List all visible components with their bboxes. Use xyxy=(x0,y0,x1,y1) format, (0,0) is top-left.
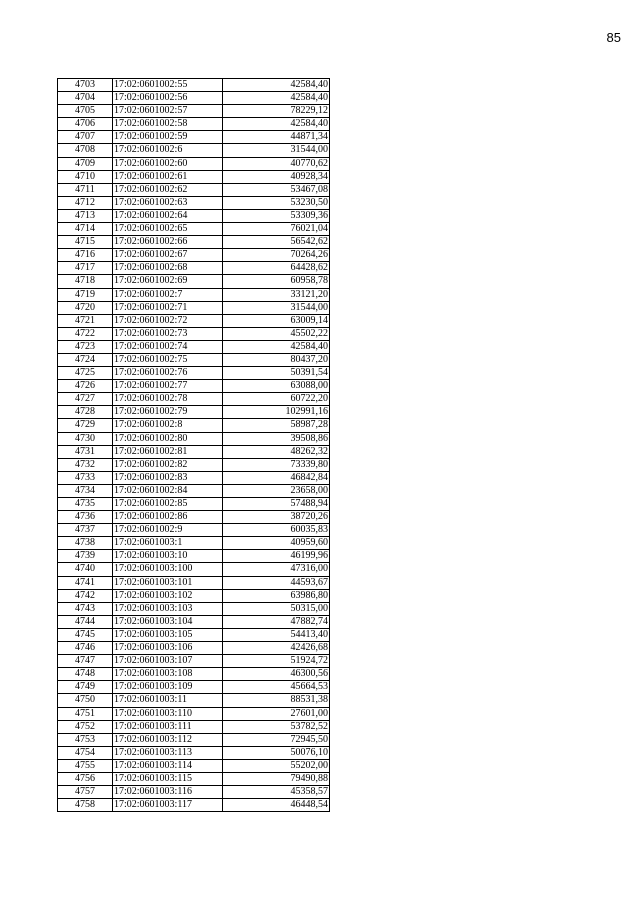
table-row xyxy=(58,759,330,772)
cadastral-number-cell: 17:02:0601003:110 xyxy=(113,707,223,720)
cadastral-number-cell: 17:02:0601002:57 xyxy=(113,105,223,118)
value-cell: 88531,38 xyxy=(223,694,330,707)
value-cell: 44871,34 xyxy=(223,131,330,144)
cadastral-number-cell: 17:02:0601002:69 xyxy=(113,275,223,288)
row-number-cell: 4738 xyxy=(58,537,113,550)
value-cell: 38720,26 xyxy=(223,511,330,524)
cadastral-number-cell: 17:02:0601002:74 xyxy=(113,340,223,353)
cadastral-number-cell: 17:02:0601002:8 xyxy=(113,419,223,432)
table-row xyxy=(58,642,330,655)
row-number-cell: 4735 xyxy=(58,498,113,511)
row-number-cell: 4753 xyxy=(58,733,113,746)
table-row xyxy=(58,576,330,589)
cadastral-number-cell: 17:02:0601003:113 xyxy=(113,746,223,759)
value-cell: 50391,54 xyxy=(223,367,330,380)
value-cell: 39508,86 xyxy=(223,432,330,445)
value-cell: 48262,32 xyxy=(223,445,330,458)
row-number-cell: 4730 xyxy=(58,432,113,445)
value-cell: 56542,62 xyxy=(223,236,330,249)
cadastral-number-cell: 17:02:0601003:107 xyxy=(113,655,223,668)
row-number-cell: 4706 xyxy=(58,118,113,131)
table-row xyxy=(58,131,330,144)
value-cell: 60035,83 xyxy=(223,524,330,537)
cadastral-number-cell: 17:02:0601002:9 xyxy=(113,524,223,537)
row-number-cell: 4754 xyxy=(58,746,113,759)
row-number-cell: 4744 xyxy=(58,615,113,628)
cadastral-number-cell: 17:02:0601002:68 xyxy=(113,262,223,275)
cadastral-number-cell: 17:02:0601002:78 xyxy=(113,393,223,406)
cadastral-number-cell: 17:02:0601002:80 xyxy=(113,432,223,445)
value-cell: 53782,52 xyxy=(223,720,330,733)
table-row xyxy=(58,223,330,236)
table-row xyxy=(58,772,330,785)
table-row xyxy=(58,746,330,759)
row-number-cell: 4740 xyxy=(58,563,113,576)
row-number-cell: 4719 xyxy=(58,288,113,301)
row-number-cell: 4725 xyxy=(58,367,113,380)
cadastral-number-cell: 17:02:0601003:104 xyxy=(113,615,223,628)
table-row xyxy=(58,681,330,694)
value-cell: 47316,00 xyxy=(223,563,330,576)
value-cell: 42584,40 xyxy=(223,79,330,92)
value-cell: 42584,40 xyxy=(223,118,330,131)
cadastral-number-cell: 17:02:0601002:58 xyxy=(113,118,223,131)
row-number-cell: 4714 xyxy=(58,223,113,236)
cadastral-number-cell: 17:02:0601002:75 xyxy=(113,353,223,366)
value-cell: 78229,12 xyxy=(223,105,330,118)
value-cell: 33121,20 xyxy=(223,288,330,301)
row-number-cell: 4743 xyxy=(58,602,113,615)
table-row xyxy=(58,236,330,249)
cadastral-number-cell: 17:02:0601002:65 xyxy=(113,223,223,236)
row-number-cell: 4718 xyxy=(58,275,113,288)
row-number-cell: 4736 xyxy=(58,511,113,524)
row-number-cell: 4751 xyxy=(58,707,113,720)
cadastral-number-cell: 17:02:0601002:76 xyxy=(113,367,223,380)
table-row xyxy=(58,170,330,183)
cadastral-number-cell: 17:02:0601003:111 xyxy=(113,720,223,733)
cadastral-number-cell: 17:02:0601002:66 xyxy=(113,236,223,249)
row-number-cell: 4721 xyxy=(58,314,113,327)
value-cell: 60722,20 xyxy=(223,393,330,406)
cadastral-number-cell: 17:02:0601002:55 xyxy=(113,79,223,92)
table-row xyxy=(58,262,330,275)
value-cell: 40770,62 xyxy=(223,157,330,170)
table-row xyxy=(58,340,330,353)
table-row xyxy=(58,380,330,393)
row-number-cell: 4708 xyxy=(58,144,113,157)
value-cell: 63986,80 xyxy=(223,589,330,602)
table-row xyxy=(58,288,330,301)
table-row xyxy=(58,537,330,550)
row-number-cell: 4741 xyxy=(58,576,113,589)
value-cell: 40959,60 xyxy=(223,537,330,550)
row-number-cell: 4729 xyxy=(58,419,113,432)
cadastral-number-cell: 17:02:0601002:7 xyxy=(113,288,223,301)
cadastral-number-cell: 17:02:0601003:10 xyxy=(113,550,223,563)
value-cell: 80437,20 xyxy=(223,353,330,366)
value-cell: 63088,00 xyxy=(223,380,330,393)
row-number-cell: 4713 xyxy=(58,209,113,222)
table-row xyxy=(58,628,330,641)
cadastral-number-cell: 17:02:0601003:106 xyxy=(113,642,223,655)
table-row xyxy=(58,157,330,170)
value-cell: 60958,78 xyxy=(223,275,330,288)
cadastral-number-cell: 17:02:0601002:6 xyxy=(113,144,223,157)
row-number-cell: 4710 xyxy=(58,170,113,183)
value-cell: 42584,40 xyxy=(223,92,330,105)
value-cell: 47882,74 xyxy=(223,615,330,628)
value-cell: 46842,84 xyxy=(223,471,330,484)
value-cell: 27601,00 xyxy=(223,707,330,720)
value-cell: 46199,96 xyxy=(223,550,330,563)
value-cell: 58987,28 xyxy=(223,419,330,432)
row-number-cell: 4734 xyxy=(58,484,113,497)
cadastral-number-cell: 17:02:0601003:109 xyxy=(113,681,223,694)
row-number-cell: 4731 xyxy=(58,445,113,458)
row-number-cell: 4733 xyxy=(58,471,113,484)
table-row xyxy=(58,432,330,445)
value-cell: 46448,54 xyxy=(223,799,330,812)
table-row xyxy=(58,786,330,799)
row-number-cell: 4749 xyxy=(58,681,113,694)
cadastral-number-cell: 17:02:0601003:101 xyxy=(113,576,223,589)
value-cell: 46300,56 xyxy=(223,668,330,681)
value-cell: 73339,80 xyxy=(223,458,330,471)
table-row xyxy=(58,799,330,812)
value-cell: 23658,00 xyxy=(223,484,330,497)
cadastral-number-cell: 17:02:0601003:117 xyxy=(113,799,223,812)
value-cell: 50076,10 xyxy=(223,746,330,759)
value-cell: 55202,00 xyxy=(223,759,330,772)
row-number-cell: 4712 xyxy=(58,196,113,209)
row-number-cell: 4748 xyxy=(58,668,113,681)
row-number-cell: 4720 xyxy=(58,301,113,314)
table-row xyxy=(58,458,330,471)
table-row xyxy=(58,92,330,105)
cadastral-number-cell: 17:02:0601002:82 xyxy=(113,458,223,471)
cadastral-number-cell: 17:02:0601002:56 xyxy=(113,92,223,105)
table-row xyxy=(58,183,330,196)
value-cell: 31544,00 xyxy=(223,301,330,314)
table-row xyxy=(58,144,330,157)
row-number-cell: 4758 xyxy=(58,799,113,812)
row-number-cell: 4747 xyxy=(58,655,113,668)
cadastral-number-cell: 17:02:0601003:100 xyxy=(113,563,223,576)
row-number-cell: 4707 xyxy=(58,131,113,144)
table-row xyxy=(58,367,330,380)
value-cell: 76021,04 xyxy=(223,223,330,236)
table-row xyxy=(58,105,330,118)
value-cell: 64428,62 xyxy=(223,262,330,275)
table-row xyxy=(58,445,330,458)
row-number-cell: 4752 xyxy=(58,720,113,733)
value-cell: 102991,16 xyxy=(223,406,330,419)
cadastral-number-cell: 17:02:0601002:67 xyxy=(113,249,223,262)
value-cell: 63009,14 xyxy=(223,314,330,327)
table-body xyxy=(58,79,330,812)
value-cell: 45358,57 xyxy=(223,786,330,799)
cadastral-number-cell: 17:02:0601002:73 xyxy=(113,327,223,340)
cadastral-number-cell: 17:02:0601002:61 xyxy=(113,170,223,183)
row-number-cell: 4737 xyxy=(58,524,113,537)
row-number-cell: 4739 xyxy=(58,550,113,563)
value-cell: 42584,40 xyxy=(223,340,330,353)
table-row xyxy=(58,589,330,602)
row-number-cell: 4709 xyxy=(58,157,113,170)
cadastral-number-cell: 17:02:0601002:64 xyxy=(113,209,223,222)
value-cell: 50315,00 xyxy=(223,602,330,615)
table-row xyxy=(58,733,330,746)
value-cell: 40928,34 xyxy=(223,170,330,183)
cadastral-number-cell: 17:02:0601002:71 xyxy=(113,301,223,314)
table-row xyxy=(58,602,330,615)
value-cell: 53467,08 xyxy=(223,183,330,196)
table-row xyxy=(58,550,330,563)
cadastral-number-cell: 17:02:0601002:72 xyxy=(113,314,223,327)
table-row xyxy=(58,419,330,432)
row-number-cell: 4756 xyxy=(58,772,113,785)
table-row xyxy=(58,471,330,484)
page-number: 85 xyxy=(606,30,621,45)
row-number-cell: 4750 xyxy=(58,694,113,707)
table-row xyxy=(58,209,330,222)
value-cell: 57488,94 xyxy=(223,498,330,511)
table-row xyxy=(58,327,330,340)
row-number-cell: 4757 xyxy=(58,786,113,799)
table-row xyxy=(58,118,330,131)
row-number-cell: 4728 xyxy=(58,406,113,419)
value-cell: 51924,72 xyxy=(223,655,330,668)
cadastral-number-cell: 17:02:0601002:59 xyxy=(113,131,223,144)
cadastral-number-cell: 17:02:0601003:115 xyxy=(113,772,223,785)
value-cell: 72945,50 xyxy=(223,733,330,746)
cadastral-number-cell: 17:02:0601003:102 xyxy=(113,589,223,602)
table-row xyxy=(58,314,330,327)
table-row xyxy=(58,615,330,628)
row-number-cell: 4724 xyxy=(58,353,113,366)
table-row xyxy=(58,668,330,681)
cadastral-number-cell: 17:02:0601003:103 xyxy=(113,602,223,615)
table-row xyxy=(58,498,330,511)
value-cell: 53230,50 xyxy=(223,196,330,209)
table-row xyxy=(58,707,330,720)
cadastral-number-cell: 17:02:0601003:114 xyxy=(113,759,223,772)
value-cell: 53309,36 xyxy=(223,209,330,222)
cadastral-number-cell: 17:02:0601002:63 xyxy=(113,196,223,209)
value-cell: 31544,00 xyxy=(223,144,330,157)
row-number-cell: 4711 xyxy=(58,183,113,196)
cadastral-number-cell: 17:02:0601002:86 xyxy=(113,511,223,524)
cadastral-value-table xyxy=(57,78,330,812)
row-number-cell: 4703 xyxy=(58,79,113,92)
row-number-cell: 4746 xyxy=(58,642,113,655)
table-row xyxy=(58,694,330,707)
cadastral-number-cell: 17:02:0601002:81 xyxy=(113,445,223,458)
table-row xyxy=(58,393,330,406)
value-cell: 45664,53 xyxy=(223,681,330,694)
table-row xyxy=(58,79,330,92)
cadastral-number-cell: 17:02:0601003:116 xyxy=(113,786,223,799)
row-number-cell: 4726 xyxy=(58,380,113,393)
value-cell: 79490,88 xyxy=(223,772,330,785)
row-number-cell: 4704 xyxy=(58,92,113,105)
cadastral-number-cell: 17:02:0601002:60 xyxy=(113,157,223,170)
table-row xyxy=(58,301,330,314)
row-number-cell: 4715 xyxy=(58,236,113,249)
cadastral-number-cell: 17:02:0601002:62 xyxy=(113,183,223,196)
row-number-cell: 4745 xyxy=(58,628,113,641)
row-number-cell: 4742 xyxy=(58,589,113,602)
table-row xyxy=(58,249,330,262)
row-number-cell: 4723 xyxy=(58,340,113,353)
cadastral-number-cell: 17:02:0601002:79 xyxy=(113,406,223,419)
table-row xyxy=(58,655,330,668)
value-cell: 42426,68 xyxy=(223,642,330,655)
row-number-cell: 4722 xyxy=(58,327,113,340)
table-row xyxy=(58,511,330,524)
row-number-cell: 4727 xyxy=(58,393,113,406)
value-cell: 44593,67 xyxy=(223,576,330,589)
table-row xyxy=(58,720,330,733)
table-row xyxy=(58,524,330,537)
table-row xyxy=(58,484,330,497)
value-cell: 54413,40 xyxy=(223,628,330,641)
table-row xyxy=(58,196,330,209)
cadastral-number-cell: 17:02:0601003:112 xyxy=(113,733,223,746)
cadastral-number-cell: 17:02:0601002:85 xyxy=(113,498,223,511)
cadastral-number-cell: 17:02:0601003:108 xyxy=(113,668,223,681)
table-row xyxy=(58,275,330,288)
value-cell: 70264,26 xyxy=(223,249,330,262)
cadastral-number-cell: 17:02:0601002:84 xyxy=(113,484,223,497)
table-row xyxy=(58,406,330,419)
row-number-cell: 4755 xyxy=(58,759,113,772)
cadastral-number-cell: 17:02:0601002:77 xyxy=(113,380,223,393)
row-number-cell: 4717 xyxy=(58,262,113,275)
row-number-cell: 4732 xyxy=(58,458,113,471)
cadastral-number-cell: 17:02:0601003:11 xyxy=(113,694,223,707)
cadastral-number-cell: 17:02:0601002:83 xyxy=(113,471,223,484)
cadastral-number-cell: 17:02:0601003:1 xyxy=(113,537,223,550)
table-row xyxy=(58,353,330,366)
cadastral-number-cell: 17:02:0601003:105 xyxy=(113,628,223,641)
row-number-cell: 4705 xyxy=(58,105,113,118)
value-cell: 45502,22 xyxy=(223,327,330,340)
table-row xyxy=(58,563,330,576)
row-number-cell: 4716 xyxy=(58,249,113,262)
